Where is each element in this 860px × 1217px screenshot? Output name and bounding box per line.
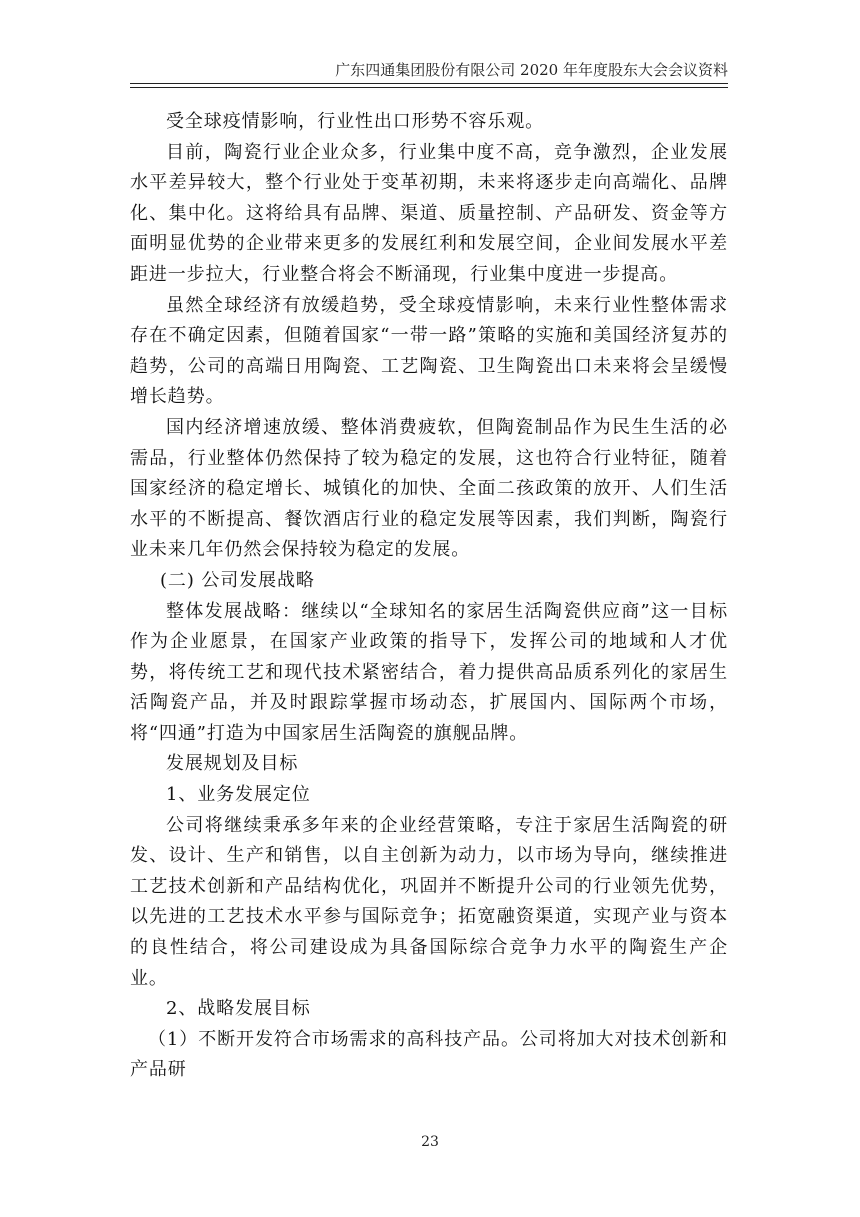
subheading-business-positioning: 1、业务发展定位 — [166, 784, 311, 806]
paragraph-overall-strategy: 整体发展战略：继续以“全球知名的家居生活陶瓷供应商”这一目标作为企业愿景，在国家产业政策的指导下，发挥公司的地域和人才优势，将传统工艺和现代技术紧密结合，着力提供高品质系列化的家居生活陶瓷产品，并及时跟踪掌握市场动态，扩展国内、国际两个市场，将“四通”打造为中国家居生活陶瓷的旗舰品牌。 — [130, 600, 728, 744]
paragraph-export-outlook: 受全球疫情影响，行业性出口形势不容乐观。 — [166, 111, 544, 132]
header-title: 广东四通集团股份有限公司 2020 年年度股东大会会议资料 — [335, 61, 728, 79]
page-footer — [0, 1133, 860, 1151]
header-rule-thick — [130, 83, 728, 84]
header-rule-thin — [130, 87, 728, 88]
page-number: 23 — [421, 1134, 439, 1150]
subheading-strategic-goals: 2、战略发展目标 — [166, 998, 311, 1020]
document-body — [130, 107, 728, 1086]
paragraph-domestic-economy: 国内经济增速放缓、整体消费疲软，但陶瓷制品作为民生生活的必需品，行业整体仍然保持了较为稳定的发展，这也符合行业特征，随着国家经济的稳定增长、城镇化的加快、全面二孩政策的放开、人们生活水平的不断提高、餐饮酒店行业的稳定发展等因素，我们判断，陶瓷行业未来几年仍然会保持较为稳定的发展。 — [130, 416, 728, 561]
section-heading-strategy: (二) 公司发展战略 — [160, 569, 315, 591]
subheading-plans-goals: 发展规划及目标 — [166, 753, 299, 775]
paragraph-industry-status: 目前，陶瓷行业企业众多，行业集中度不高，竞争激烈，企业发展水平差异较大，整个行业处于变革初期，未来将逐步走向高端化、品牌化、集中化。这将给具有品牌、渠道、质量控制、产品研发、资金等方面明显优势的企业带来更多的发展红利和发展空间，企业间发展水平差距进一步拉大，行业整合将会不断涌现，行业集中度进一步提高。 — [130, 141, 728, 285]
page-header — [130, 60, 728, 82]
paragraph-business-positioning: 公司将继续秉承多年来的企业经营策略，专注于家居生活陶瓷的研发、设计、生产和销售，以自主创新为动力，以市场为导向，继续推进工艺技术创新和产品结构优化，巩固并不断提升公司的行业领先优势，以先进的工艺技术水平参与国际竞争；拓宽融资渠道，实现产业与资本的良性结合，将公司建设成为具备国际综合竞争力水平的陶瓷生产企业。 — [130, 814, 728, 989]
paragraph-global-economy: 虽然全球经济有放缓趋势，受全球疫情影响，未来行业性整体需求存在不确定因素，但随着国家“一带一路”策略的实施和美国经济复苏的趋势，公司的高端日用陶瓷、工艺陶瓷、卫生陶瓷出口未来将会呈缓慢增长趋势。 — [130, 294, 728, 408]
paragraph-goal-1: （1）不断开发符合市场需求的高科技产品。公司将加大对技术创新和产品研 — [130, 1028, 728, 1081]
